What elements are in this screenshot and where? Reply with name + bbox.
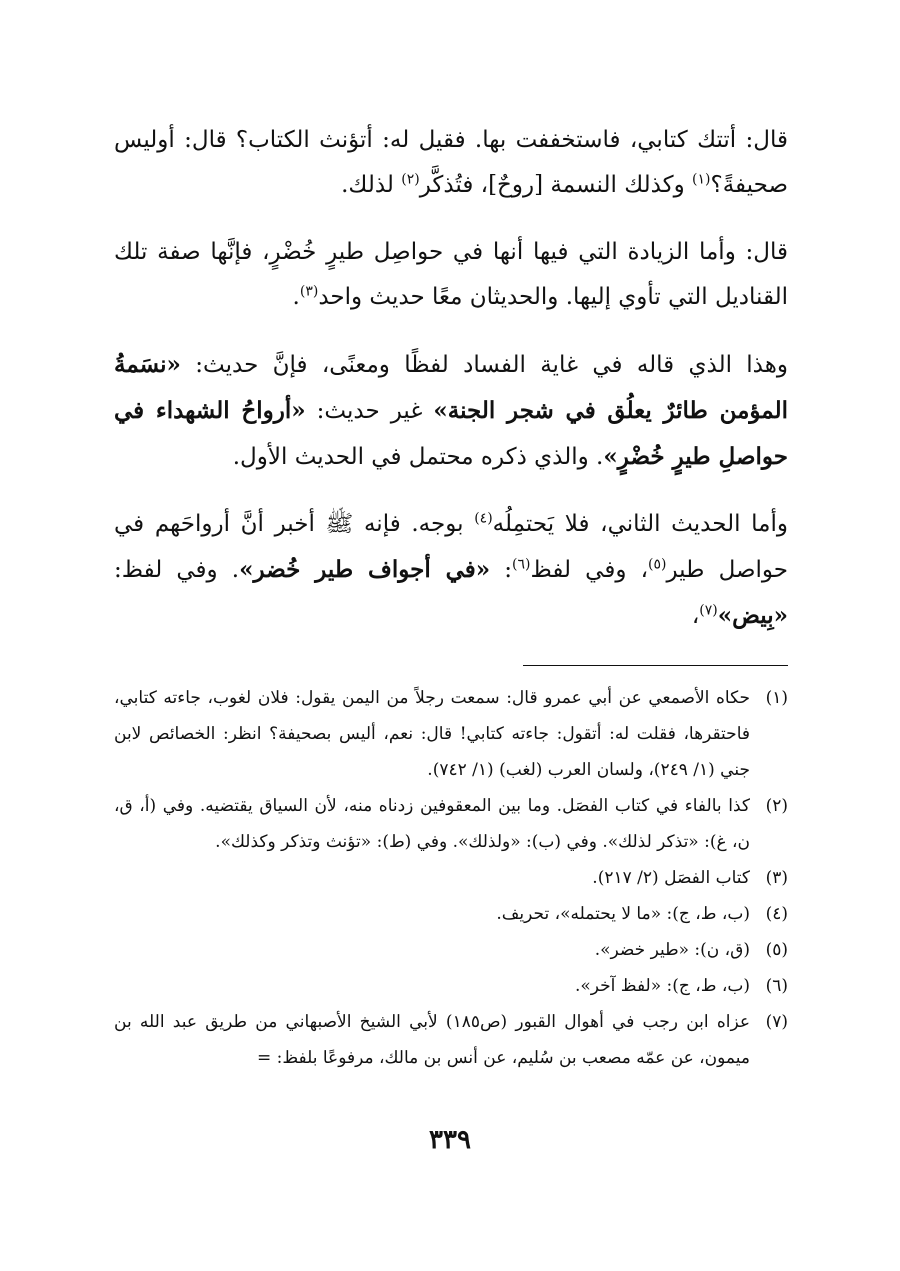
footnote-text: كتاب الفصَل (٢/ ٢١٧). bbox=[592, 868, 750, 888]
text-run: غير حديث: bbox=[305, 398, 434, 424]
text-run: قال: أتتك كتابي، فاستخففت بها. فقيل له: أتؤنث الكتاب؟ قال: أوليس صحيفةً؟ bbox=[114, 127, 788, 198]
text-run: بوجه. فإنه ﷺ أخبر أنَّ أرواحَهم في حواصل طير bbox=[114, 511, 789, 583]
footnote-4 bbox=[114, 896, 788, 932]
text-run: ، وفي لفظ bbox=[530, 557, 649, 583]
hadith-quote: «في أجواف طير خُضر» bbox=[239, 556, 491, 583]
paragraph-1 bbox=[114, 118, 788, 208]
footnote-ref[interactable]: (١) bbox=[692, 171, 711, 188]
paragraph-2 bbox=[114, 230, 788, 320]
footnote-7 bbox=[114, 1004, 788, 1076]
footnote-number: (١) bbox=[765, 688, 788, 708]
text-run: وهذا الذي قاله في غاية الفساد لفظًا ومعنًى، فإنَّ حديث: bbox=[180, 352, 788, 378]
footnote-text: عزاه ابن رجب في أهوال القبور (ص١٨٥) لأبي الشيخ الأصبهاني من طريق عبد الله بن ميمون، عن عمّه مصعب بن سُليم، عن أنس بن مالك، مرفوعًا بلفظ: = bbox=[114, 1012, 750, 1068]
footnote-divider bbox=[523, 665, 788, 666]
footnote-ref[interactable]: (٤) bbox=[474, 510, 493, 527]
footnote-text: (ق، ن): «طير خضر». bbox=[594, 940, 750, 960]
hadith-quote: «أرواحُ الشهداء في حواصلِ طيرٍ خُضْرٍ» bbox=[114, 397, 788, 470]
footnote-ref[interactable]: (٦) bbox=[512, 556, 531, 573]
footnote-ref[interactable]: (٧) bbox=[699, 602, 718, 619]
hadith-quote: «نسَمةُ المؤمن طائرٌ يعلُق في شجر الجنة» bbox=[114, 351, 788, 424]
footnote-ref[interactable]: (٥) bbox=[648, 556, 667, 573]
footnote-number: (٤) bbox=[765, 904, 788, 924]
main-text bbox=[114, 118, 788, 639]
text-run: قال: وأما الزيادة التي فيها أنها في حواصِل طيرٍ خُضْرٍ، فإنَّها صفة تلك القناديل التي تأوي إليها. والحديثان معًا حديث واحد bbox=[114, 239, 788, 310]
text-run: : bbox=[490, 557, 513, 583]
footnote-6 bbox=[114, 968, 788, 1004]
footnote-ref[interactable]: (٣) bbox=[299, 283, 319, 300]
paragraph-3 bbox=[114, 342, 788, 480]
footnote-text: حكاه الأصمعي عن أبي عمرو قال: سمعت رجلاً من اليمن يقول: فلان لغوب، جاءته كتابي، فاحتقرها، فقلت له: أتقول: جاءته كتابي! قال: نعم، أليس بصحيفة؟ انظر: الخصائص لابن جني (١/ ٢٤٩)، ولسان العرب (لغب) (١/ ٧٤٢). bbox=[114, 688, 750, 780]
footnote-1 bbox=[114, 680, 788, 788]
footnote-text: (ب، ط، ج): «لفظ آخر». bbox=[574, 976, 750, 996]
text-run: وأما الحديث الثاني، فلا يَحتمِلُه bbox=[492, 511, 788, 537]
footnote-ref[interactable]: (٢) bbox=[401, 171, 420, 188]
text-run: . وفي لفظ: bbox=[114, 557, 240, 583]
footnote-number: (٥) bbox=[765, 940, 788, 960]
paragraph-4 bbox=[114, 502, 788, 639]
footnote-number: (٢) bbox=[765, 796, 788, 816]
footnote-5 bbox=[114, 932, 788, 968]
footnote-text: كذا بالفاء في كتاب الفصَل. وما بين المعقوفين زدناه منه، لأن السياق يقتضيه. وفي (أ، ق، ن، غ): «تذكر لذلك». وفي (ب): «ولذلك». وفي (ط): «تؤنث وتذكر وكذلك». bbox=[114, 796, 750, 852]
hadith-quote: «بِيض» bbox=[717, 602, 788, 629]
footnote-number: (٧) bbox=[765, 1012, 788, 1032]
page-number: ٣٣٩ bbox=[429, 1125, 471, 1155]
text-run: وكذلك النسمة [روحٌ]، فتُذكَّر bbox=[419, 172, 693, 198]
text-run: ، bbox=[691, 603, 700, 629]
text-run: . bbox=[292, 284, 300, 310]
text-run: لذلك. bbox=[341, 172, 402, 198]
footnote-number: (٣) bbox=[765, 868, 788, 888]
footnote-2 bbox=[114, 788, 788, 860]
text-run: . والذي ذكره محتمل في الحديث الأول. bbox=[232, 444, 604, 470]
footnotes bbox=[114, 680, 788, 1076]
footnote-number: (٦) bbox=[765, 976, 788, 996]
footnote-3 bbox=[114, 860, 788, 896]
footnote-text: (ب، ط، ج): «ما لا يحتمله»، تحريف. bbox=[496, 904, 750, 924]
